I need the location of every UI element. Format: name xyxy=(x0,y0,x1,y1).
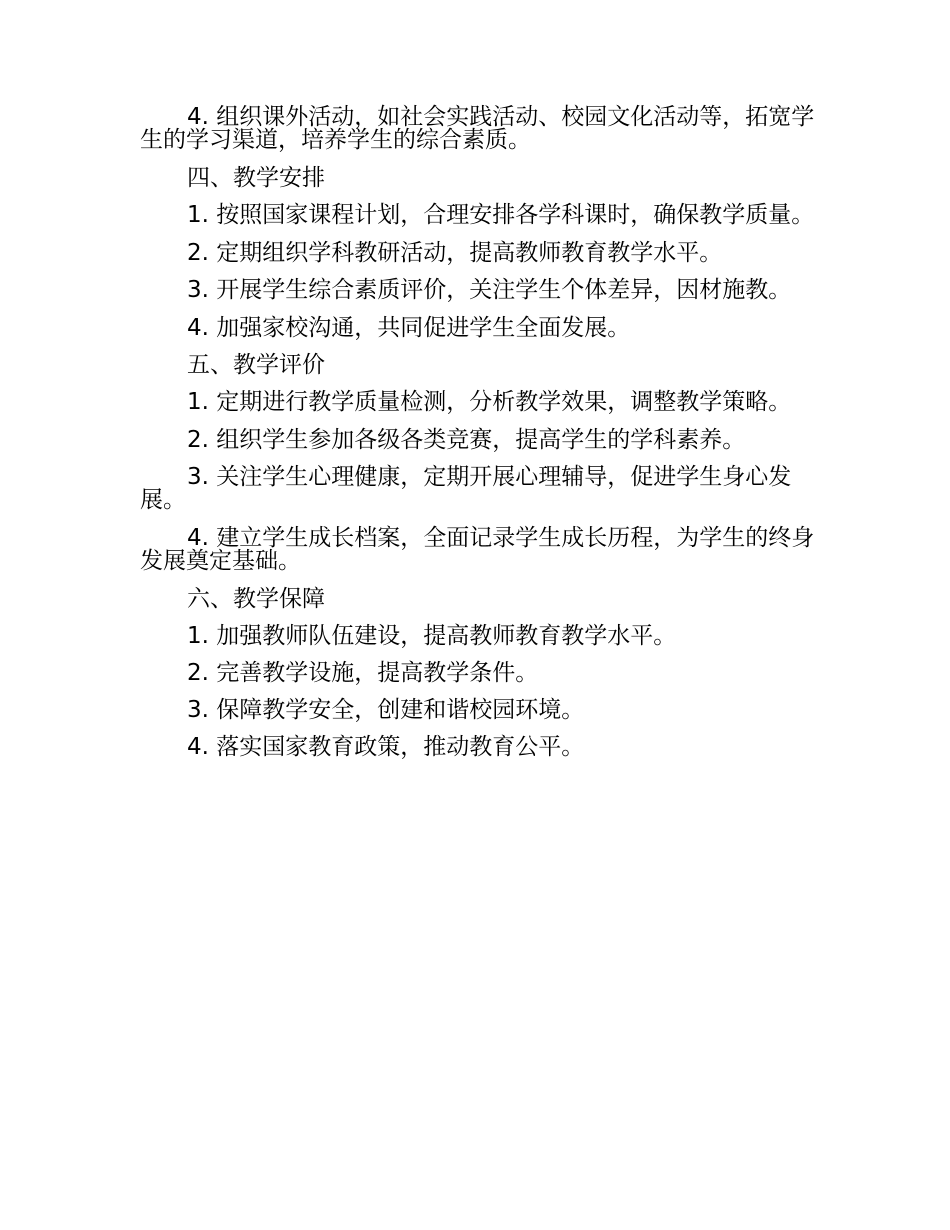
document-body xyxy=(140,106,815,773)
paragraph-arrangement-item-1: 1. 按照国家课程计划，合理安排各学科课时，确保教学质量。 xyxy=(187,202,815,228)
section-heading-teaching-arrangement: 四、教学安排 xyxy=(187,165,325,191)
paragraph-support-item-2: 2. 完善教学设施，提高教学条件。 xyxy=(187,660,539,686)
paragraph-support-item-1: 1. 加强教师队伍建设，提高教师教育教学水平。 xyxy=(187,623,677,649)
section-heading-teaching-support: 六、教学保障 xyxy=(187,586,325,612)
paragraph-activities-item-4: 4. 组织课外活动，如社会实践活动、校园文化活动等，拓宽学生的学习渠道，培养学生的综合素质。 xyxy=(140,104,815,153)
paragraph-support-item-4: 4. 落实国家教育政策，推动教育公平。 xyxy=(187,734,585,760)
paragraph-evaluation-item-4: 4. 建立学生成长档案，全面记录学生成长历程，为学生的终身发展奠定基础。 xyxy=(140,525,815,574)
paragraph-evaluation-item-3: 3. 关注学生心理健康，定期开展心理辅导，促进学生身心发展。 xyxy=(140,464,792,513)
paragraph-arrangement-item-3: 3. 开展学生综合素质评价，关注学生个体差异，因材施教。 xyxy=(187,277,792,303)
paragraph-support-item-3: 3. 保障教学安全，创建和谐校园环境。 xyxy=(187,697,585,723)
paragraph-arrangement-item-2: 2. 定期组织学科教研活动，提高教师教育教学水平。 xyxy=(187,240,723,266)
paragraph-evaluation-item-1: 1. 定期进行教学质量检测，分析教学效果，调整教学策略。 xyxy=(187,389,792,415)
paragraph-evaluation-item-2: 2. 组织学生参加各级各类竞赛，提高学生的学科素养。 xyxy=(187,427,746,453)
section-heading-teaching-evaluation: 五、教学评价 xyxy=(187,352,325,378)
paragraph-arrangement-item-4: 4. 加强家校沟通，共同促进学生全面发展。 xyxy=(187,315,631,341)
